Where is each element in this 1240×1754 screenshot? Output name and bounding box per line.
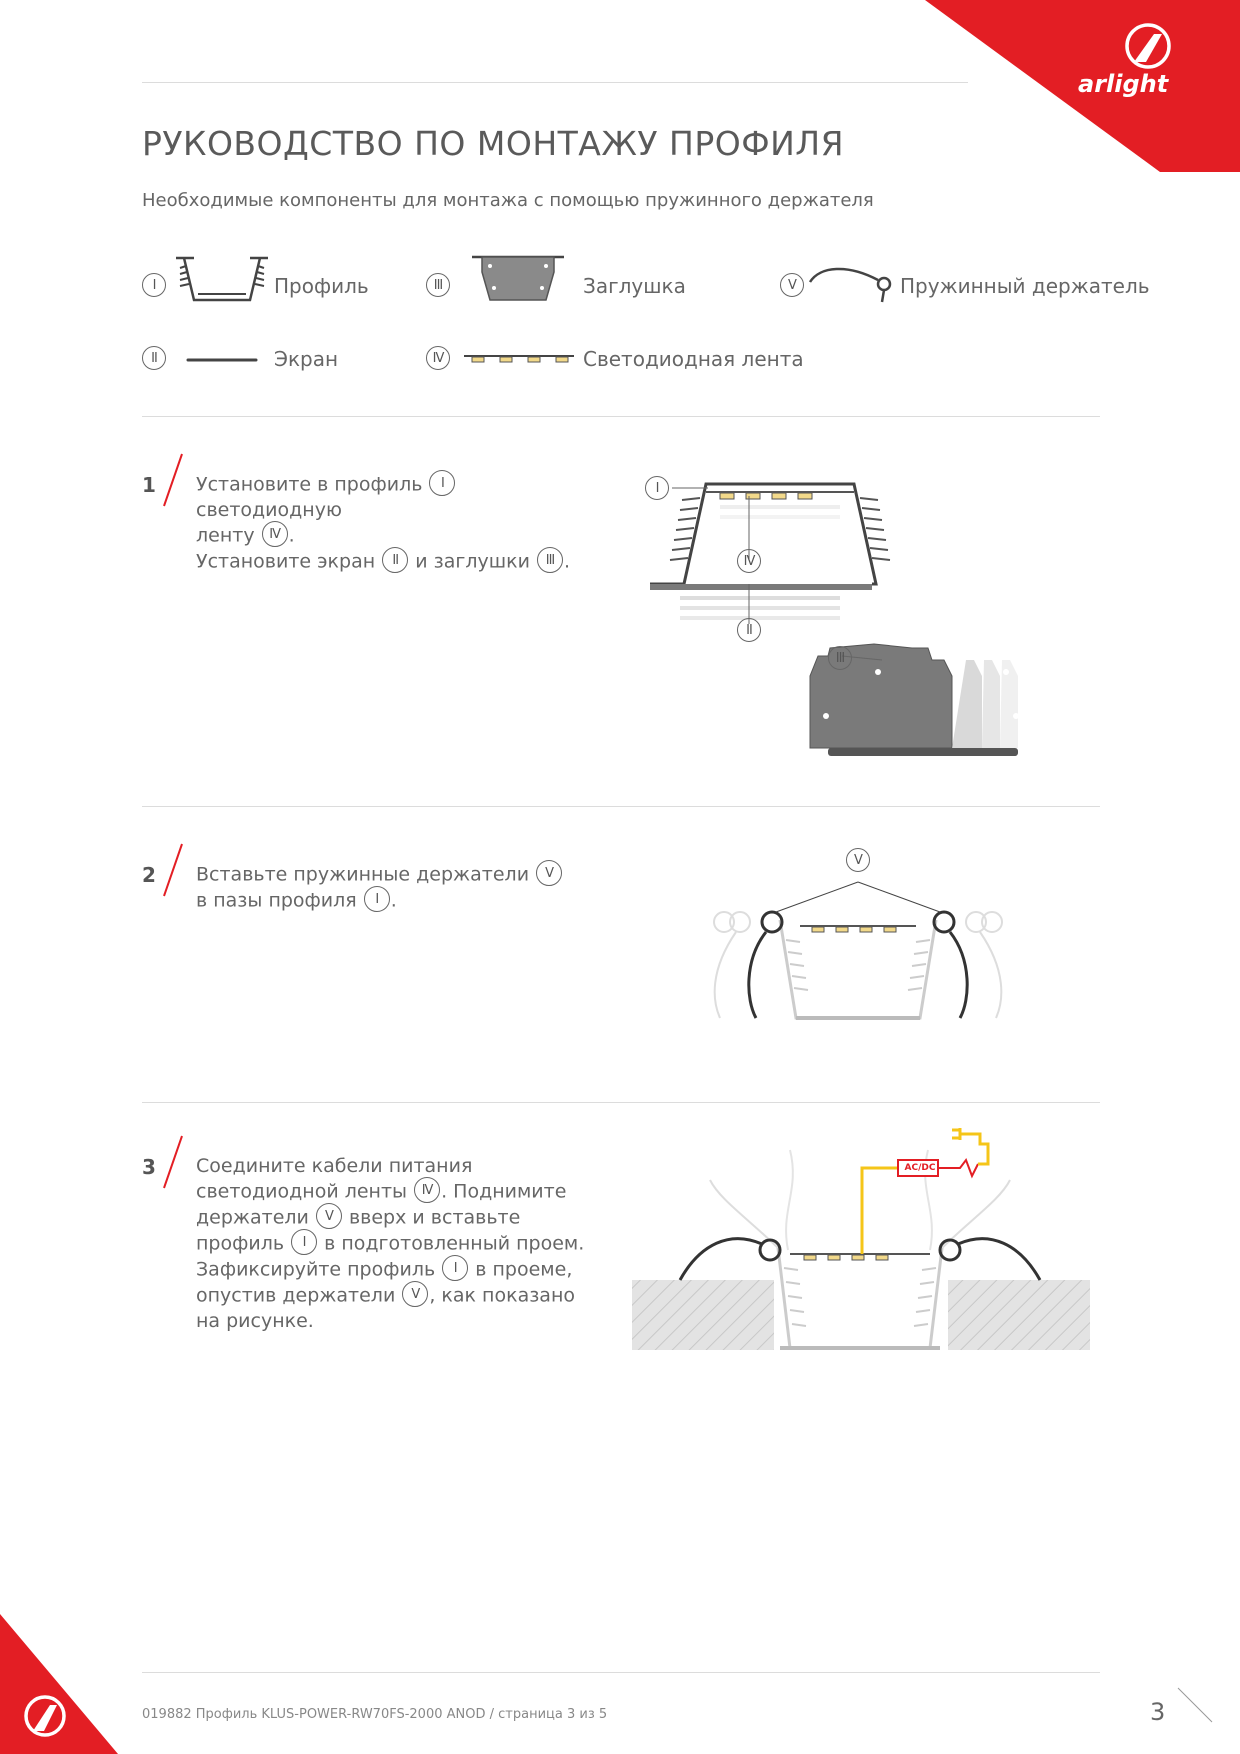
step-line: [196, 523, 596, 549]
step-1-text: [196, 472, 596, 575]
step-line: [196, 1179, 596, 1205]
page-corner-slash: [1176, 1686, 1226, 1726]
page-title: РУКОВОДСТВО ПО МОНТАЖУ ПРОФИЛЯ: [142, 124, 845, 163]
step-line-text: и заглушки: [409, 550, 536, 573]
step-line-text: . Поднимите: [441, 1180, 567, 1203]
step-line-text: в проеме,: [469, 1258, 573, 1281]
d2-label-holder: V: [846, 848, 870, 872]
step-2-number: 2: [142, 863, 156, 887]
step-line: [196, 862, 596, 888]
d1-label-cap: III: [828, 646, 852, 670]
component-label-4: Светодиодная лента: [583, 347, 804, 371]
numeral-badge: IV: [414, 1177, 440, 1203]
spring-holder-icon: [808, 262, 898, 312]
footer-text: 019882 Профиль KLUS-POWER-RW70FS-2000 ANOD / страница 3 из 5: [142, 1707, 608, 1722]
step-line-text: Установите экран: [196, 550, 382, 573]
step-line-text: Зафиксируйте профиль: [196, 1258, 442, 1281]
step-line: [196, 888, 596, 914]
step-line-text: Соедините кабели питания: [196, 1155, 473, 1177]
section-rule: [142, 1102, 1100, 1103]
step-line: [196, 1231, 596, 1257]
step-line: [196, 1154, 596, 1179]
component-numeral-2: II: [142, 346, 166, 370]
step-line-text: .: [288, 524, 295, 547]
step-line-text: Вставьте пружинные держатели: [196, 863, 536, 886]
numeral-badge: V: [316, 1203, 342, 1229]
step-line-text: на рисунке.: [196, 1310, 314, 1332]
top-rule: [142, 82, 968, 83]
led-strip-icon: [462, 352, 578, 366]
step-3-diagram: [630, 1120, 1110, 1360]
component-label-3: Заглушка: [583, 274, 686, 298]
numeral-badge: I: [291, 1229, 317, 1255]
step-line: [196, 1283, 596, 1309]
step-line-text: Установите в профиль: [196, 473, 429, 496]
step-2-diagram: [700, 860, 1020, 1040]
step-1-diagram: [640, 460, 1100, 760]
numeral-badge: I: [442, 1255, 468, 1281]
step-line-text: .: [564, 550, 571, 573]
component-label-2: Экран: [274, 347, 339, 371]
component-label-5: Пружинный держатель: [900, 274, 1150, 298]
step-2-text: [196, 862, 596, 914]
footer-rule: [142, 1672, 1100, 1673]
step-3-slash: [158, 1134, 188, 1194]
step-line-text: в подготовленный проем.: [318, 1232, 585, 1255]
step-line: [196, 1309, 596, 1334]
step-line-text: профиль: [196, 1232, 291, 1255]
d1-label-screen: II: [737, 618, 761, 642]
corner-bottom-panel: [0, 1604, 130, 1754]
step-line: [196, 1257, 596, 1283]
step-3-text: [196, 1154, 596, 1334]
step-line-text: светодиодную: [196, 499, 342, 521]
step-line-text: , как показано: [429, 1284, 576, 1307]
step-line-text: в пазы профиля: [196, 889, 363, 912]
step-1-slash: [158, 452, 188, 512]
page-number: 3: [1150, 1698, 1166, 1726]
numeral-badge: III: [537, 547, 563, 573]
step-line-text: светодиодной ленты: [196, 1180, 414, 1203]
psu-label: AC/DC: [904, 1163, 936, 1173]
step-line: [196, 1205, 596, 1231]
numeral-badge: I: [364, 886, 390, 912]
numeral-badge: V: [536, 860, 562, 886]
section-rule: [142, 416, 1100, 417]
numeral-badge: I: [429, 470, 455, 496]
step-line: [196, 549, 596, 575]
end-cap-icon: [470, 254, 570, 310]
d1-label-profile: I: [645, 476, 669, 500]
screen-icon: [186, 355, 266, 365]
step-line-text: .: [390, 889, 397, 912]
numeral-badge: V: [402, 1281, 428, 1307]
step-line-text: вверх и вставьте: [342, 1206, 521, 1229]
step-2-slash: [158, 842, 188, 902]
d1-label-strip: IV: [737, 549, 761, 573]
component-label-1: Профиль: [274, 274, 369, 298]
component-numeral-1: I: [142, 273, 166, 297]
profile-icon: [172, 254, 272, 314]
step-1-number: 1: [142, 473, 156, 497]
step-3-number: 3: [142, 1155, 156, 1179]
step-line: [196, 472, 596, 523]
step-line-text: держатели: [196, 1206, 315, 1229]
step-line-text: ленту: [196, 524, 261, 547]
step-line-text: опустив держатели: [196, 1284, 402, 1307]
page-subtitle: Необходимые компоненты для монтажа с помощью пружинного держателя: [142, 190, 874, 211]
component-numeral-3: III: [426, 273, 450, 297]
brand-logo: arlight: [1078, 70, 1169, 98]
section-rule: [142, 806, 1100, 807]
component-numeral-5: V: [780, 273, 804, 297]
numeral-badge: IV: [262, 521, 288, 547]
numeral-badge: II: [382, 547, 408, 573]
component-numeral-4: IV: [426, 346, 450, 370]
